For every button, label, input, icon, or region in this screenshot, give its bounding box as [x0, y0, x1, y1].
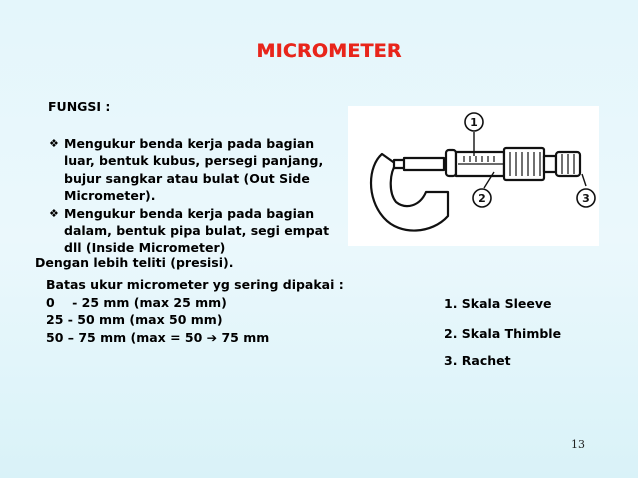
bullet-line: bujur sangkar atau bulat (Out Side — [64, 170, 310, 186]
diamond-bullet-icon: ❖ — [49, 206, 59, 220]
measuring-range-row: 50 – 75 mm (max = 50 ➔ 75 mm — [46, 329, 270, 345]
bullet-line: Mengukur benda kerja pada bagian — [64, 205, 315, 221]
leader-line-3 — [582, 174, 586, 186]
micrometer-lock — [446, 150, 456, 176]
bullet-line: dll (Inside Micrometer) — [64, 240, 226, 256]
callout-label-3: 3 — [582, 192, 590, 205]
precision-note: Dengan lebih teliti (presisi). — [35, 255, 234, 270]
legend-thimble: 2. Skala Thimble — [444, 326, 562, 341]
fungsi-heading: FUNGSI : — [48, 99, 111, 114]
legend-sleeve: 1. Skala Sleeve — [444, 296, 552, 311]
measuring-range-block — [46, 276, 344, 346]
measuring-range-heading: Batas ukur micrometer yg sering dipakai : — [46, 277, 344, 292]
legend-ratchet: 3. Rachet — [444, 353, 511, 368]
measuring-range-row: 0 - 25 mm (max 25 mm) — [46, 294, 227, 310]
fungsi-bullet-list — [48, 135, 348, 257]
page-number: 13 — [571, 438, 585, 451]
diamond-bullet-icon: ❖ — [49, 137, 59, 150]
bullet-line: Mengukur benda kerja pada bagian — [64, 136, 315, 151]
micrometer-diagram — [348, 106, 599, 246]
measuring-range-row: 25 - 50 mm (max 50 mm) — [46, 312, 223, 327]
callout-label-2: 2 — [478, 192, 486, 205]
slide-title: MICROMETER — [256, 40, 402, 62]
micrometer-drawing — [348, 106, 599, 246]
bullet-inside — [48, 205, 348, 257]
callout-label-1: 1 — [470, 116, 478, 129]
bullet-line: Micrometer). — [64, 188, 156, 204]
bullet-line: dalam, bentuk pipa bulat, segi empat — [64, 223, 330, 239]
micrometer-ratchet — [544, 156, 556, 172]
micrometer-spindle — [404, 158, 444, 170]
bullet-line: luar, bentuk kubus, persegi panjang, — [64, 153, 324, 169]
bullet-outside — [48, 135, 348, 205]
